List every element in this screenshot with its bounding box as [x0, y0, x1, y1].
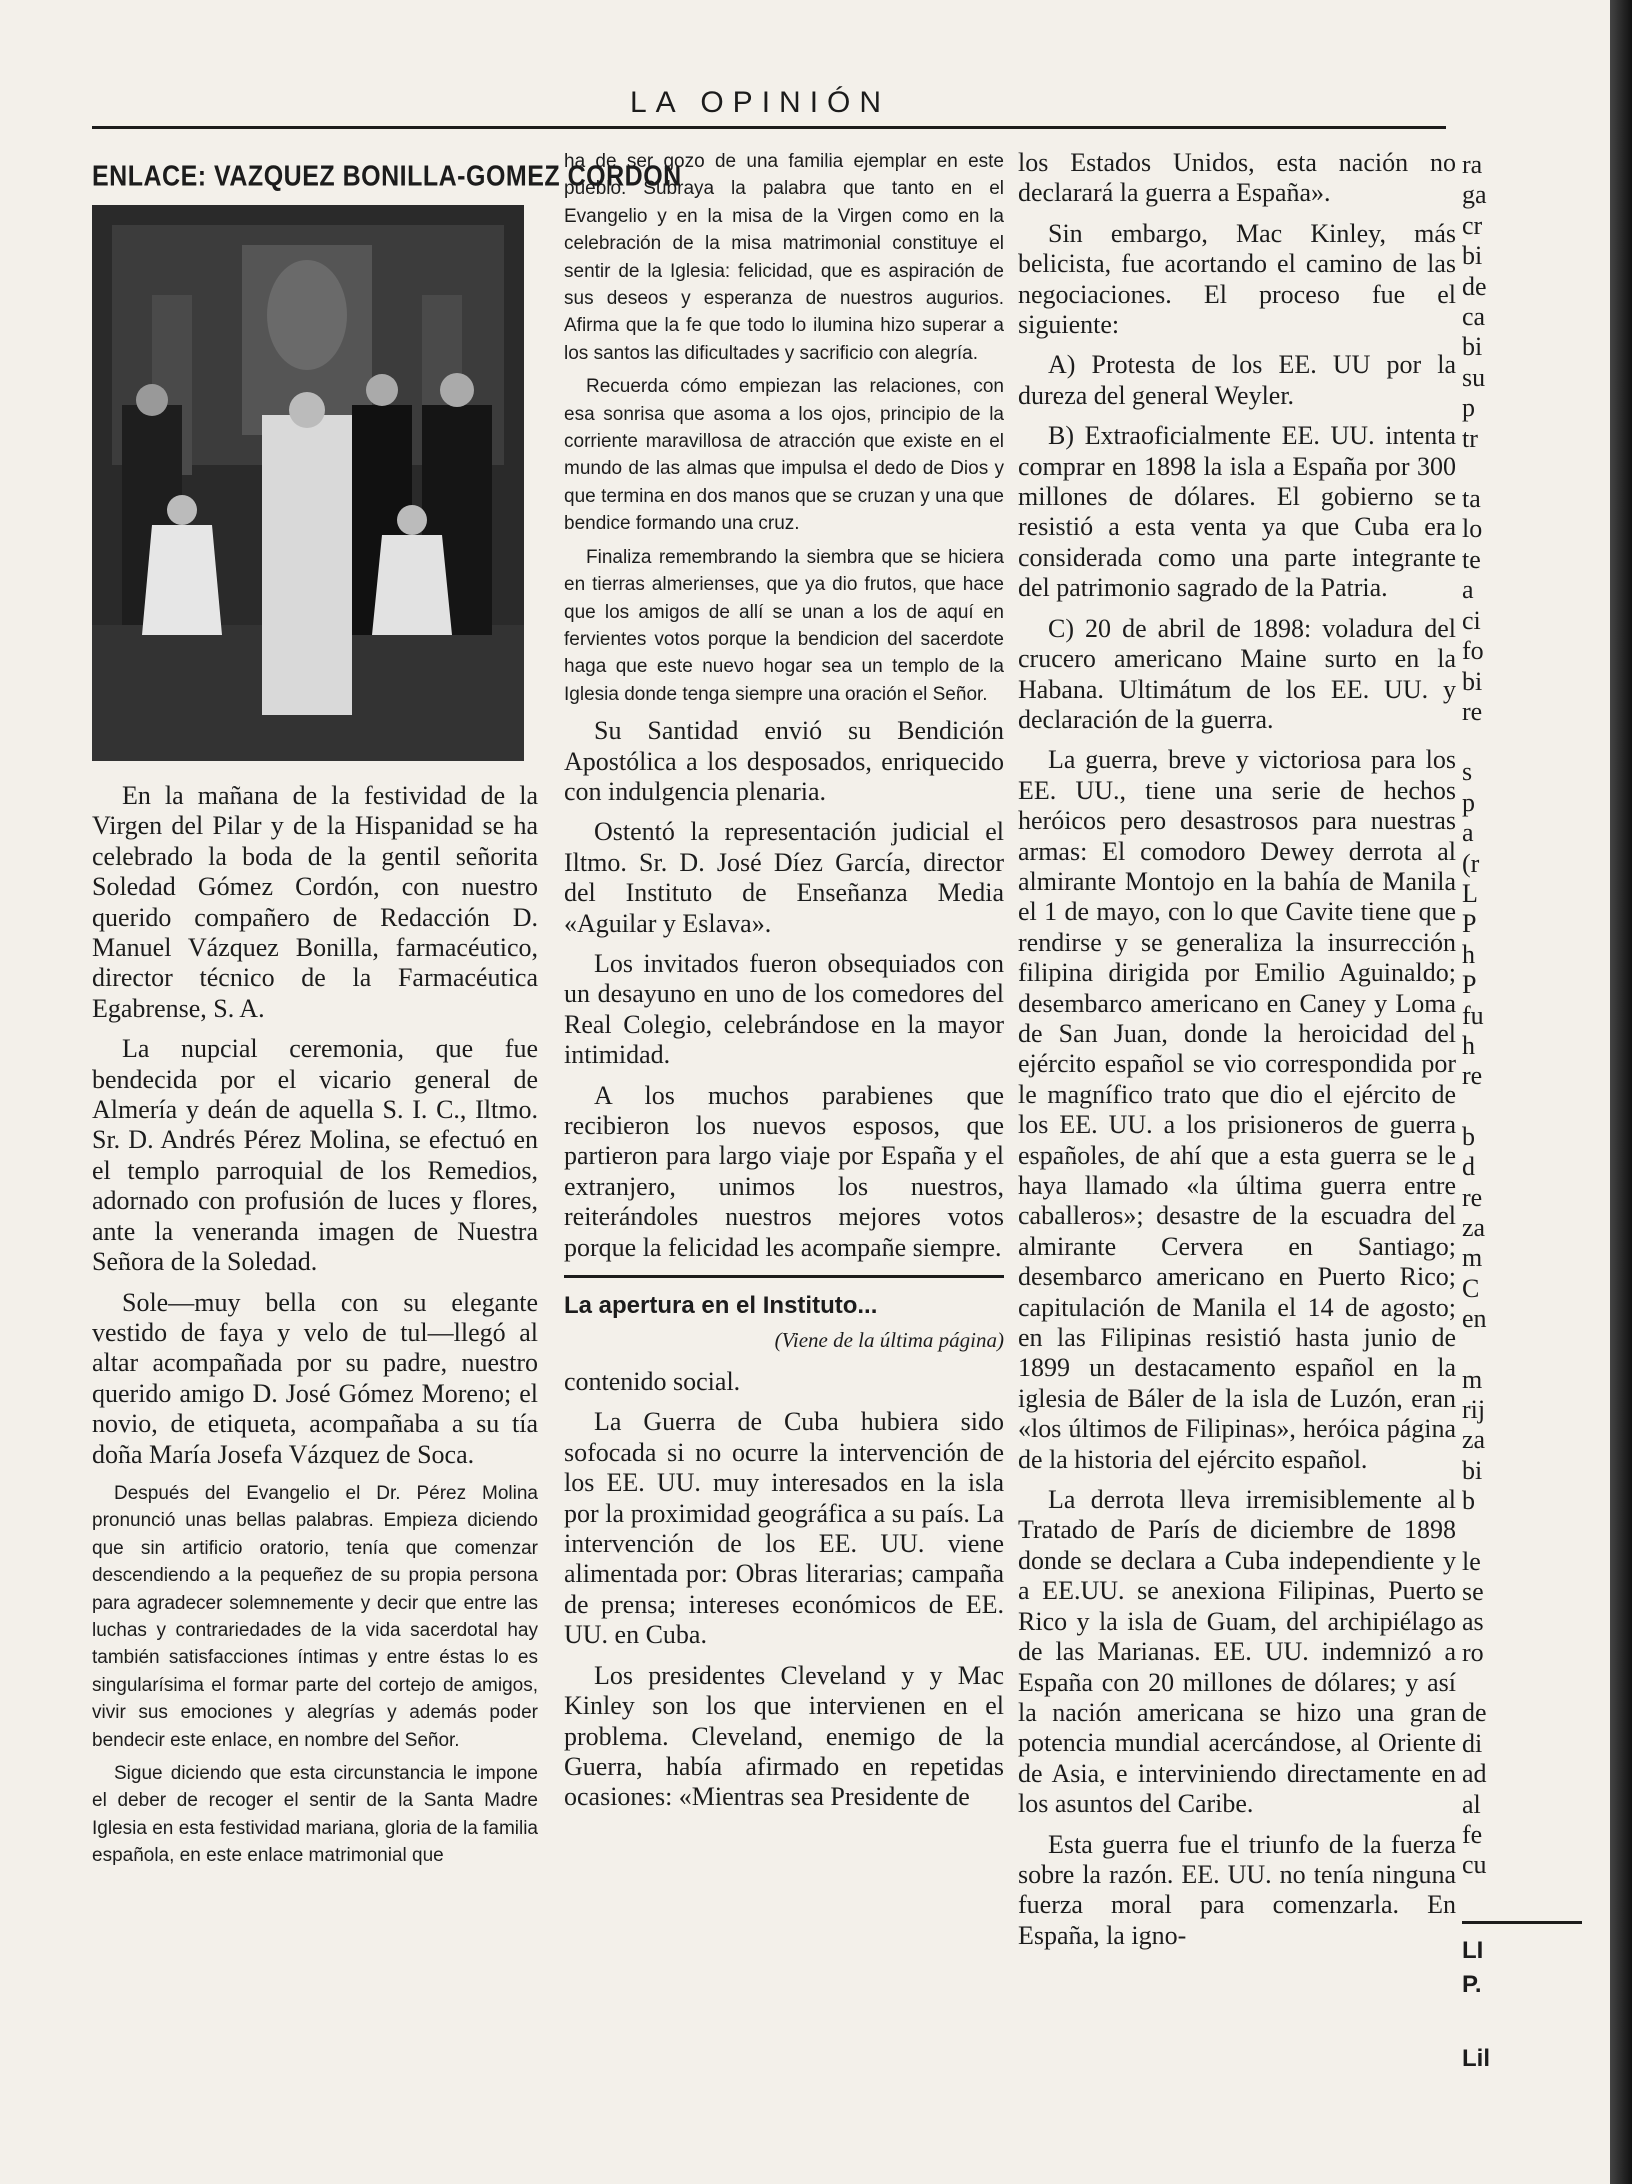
column-4-fragment [1462, 150, 1612, 2076]
section-title: La apertura en el Instituto... [564, 1292, 878, 1320]
edge-text-fragment: de [1462, 1698, 1487, 1728]
edge-fragments [1462, 150, 1612, 2076]
edge-text-fragment: cr [1462, 210, 1483, 240]
edge-text-fragment: as [1462, 1607, 1484, 1637]
masthead-rule [92, 126, 1446, 129]
edge-bold-fragment: P. [1462, 1970, 1482, 1998]
paragraph: En la mañana de la festividad de la Virgen del Pilar y de la Hispanidad se ha celebrado la boda de la gentil señorita Soledad Gómez Cordón, con nuestro querido compañero de Redacción D. Manuel Vázquez Bonilla, farmacéutico, director técnico de la Farmacéutica Egabrense, S. A. [92, 781, 538, 1023]
edge-text-fragment: P [1462, 970, 1477, 1000]
paragraph: Los presidentes Cleveland y y Mac Kinley son los que intervienen en el problema. Cleveland, enemigo de la Guerra, había afirmado en repetidas ocasiones: «Mientras sea Presidente de [564, 1660, 1004, 1812]
edge-text-fragment: de [1462, 271, 1487, 301]
paragraph: Después del Evangelio el Dr. Pérez Molina pronunció unas bellas palabras. Empieza diciendo que sin artificio oratorio, tenía que comenzar descendiendo a la pequeñez de su propia persona para agradecer solemnemente y decir que entre las luchas y contrariedades de la vida sacerdotal hay también satisfacciones íntimas y entre éstas lo es singularísima el formar parte del cortejo de amigos, vivir sus emociones y alegrías y además poder bendecir este enlace, en nombre del Señor. [92, 1482, 538, 1751]
edge-text-fragment: ro [1462, 1637, 1484, 1667]
article-body-large [1018, 148, 1456, 1951]
article-body-large [92, 781, 538, 1470]
paragraph: La guerra, breve y victoriosa para los EE. UU., tiene una serie de hechos heróicos pero desastrosos para nuestras armas: El comodoro Dewey derrota al almirante Montojo en la bahía de Manila el 1 de mayo, con lo que Cavite tiene que rendirse y se generaliza la insurrección filipina dirigida por Emilio Aguinaldo; desembarco americano en Caney y Loma de San Juan, donde la heroicidad del ejército español se vio correspondida por le magnífico trato que dio el ejército de los EE. UU. a los prisioneros de guerra españoles, de ahí que a esta guerra se le haya llamado «la última guerra entre caballeros»; desastre de la escuadra del almirante Cervera en Santiago; desembarco americano en Puerto Rico; capitulación de Manila el 14 de agosto; en las Filipinas resistió hasta junio de 1899 un destacamento español en la iglesia de Báler de la isla de Luzón, eran «los últimos de Filipinas», heróica página de la historia del ejército español. [1018, 745, 1456, 1474]
edge-text-fragment: bi [1462, 332, 1483, 362]
article-body-large [564, 716, 1004, 1263]
edge-text-fragment: ca [1462, 302, 1486, 332]
edge-text-fragment: h [1462, 1030, 1475, 1060]
masthead: LA OPINIÓN [629, 86, 891, 119]
section-rule [564, 1275, 1004, 1278]
paragraph: A) Protesta de los EE. UU por la dureza del general Weyler. [1018, 350, 1456, 410]
edge-text-fragment: C [1462, 1273, 1480, 1303]
edge-text-fragment: te [1462, 544, 1481, 574]
edge-text-fragment: ci [1462, 605, 1481, 635]
edge-text-fragment: za [1462, 1213, 1486, 1242]
paragraph: Su Santidad envió su Bendición Apostólica a los desposados, enriquecido con indulgencia plenaria. [564, 716, 1004, 806]
article-headline: ENLACE: VAZQUEZ BONILLA-GOMEZ CORDON [92, 160, 682, 193]
edge-rule [1462, 1921, 1582, 1924]
edge-text-fragment: P [1462, 909, 1477, 939]
edge-text-fragment: tr [1462, 423, 1478, 453]
paragraph: Sole—muy bella con su elegante vestido de faya y velo de tul—llegó al altar acompañada por su padre, nuestro querido amigo D. José Gómez Moreno; el novio, de etiqueta, acompañaba a su tía doña María Josefa Vázquez de Soca. [92, 1287, 538, 1469]
paragraph: Los invitados fueron obsequiados con un desayuno en uno de los comedores del Real Colegio, celebrándose en la mayor intimidad. [564, 948, 1004, 1070]
column-3 [1018, 148, 1456, 1961]
edge-text-fragment: fe [1462, 1819, 1483, 1849]
paragraph: los Estados Unidos, esta nación no declarará la guerra a España». [1018, 148, 1456, 208]
edge-text-fragment: rij [1462, 1395, 1486, 1425]
edge-text-fragment: b [1462, 1121, 1475, 1151]
edge-text-fragment: fu [1462, 1000, 1484, 1030]
edge-text-fragment: su [1462, 362, 1486, 392]
paragraph: B) Extraoficialmente EE. UU. intenta comprar en 1898 la isla a España por 300 millones de dólares. El gobierno se resistió a esta venta ya que Cuba era considerada como una parte integrante del patrimonio sagrado de la Patria. [1018, 421, 1456, 603]
edge-text-fragment: p [1462, 393, 1475, 423]
paragraph: La nupcial ceremonia, que fue bendecida por el vicario general de Almería y deán de aquella S. I. C., Iltmo. Sr. D. Andrés Pérez Molina, se efectuó en el templo parroquial de los Remedios, adornado con profusión de luces y flores, ante la veneranda imagen de Nuestra Señora de la Soledad. [92, 1034, 538, 1277]
paragraph: Esta guerra fue el triunfo de la fuerza sobre la razón. EE. UU. no tenía ninguna fuerza moral para comenzarla. En España, la igno- [1018, 1829, 1456, 1950]
edge-text-fragment: b [1462, 1486, 1475, 1516]
edge-text-fragment: re [1462, 1182, 1483, 1212]
edge-text-fragment: al [1462, 1789, 1481, 1819]
article-body-small [92, 1480, 538, 1870]
edge-text-fragment: cu [1462, 1850, 1487, 1880]
edge-text-fragment: a [1462, 818, 1474, 848]
edge-text-fragment: di [1462, 1728, 1483, 1758]
paragraph: contenido social. [564, 1367, 741, 1397]
edge-text-fragment: re [1462, 1061, 1483, 1091]
edge-text-fragment: h [1462, 939, 1475, 969]
edge-text-fragment: m [1462, 1364, 1483, 1394]
edge-bold-fragment: Lil [1462, 2044, 1490, 2072]
paragraph: Sin embargo, Mac Kinley, más belicista, fue acortando el camino de las negociaciones. El proceso fue el siguiente: [1018, 218, 1456, 340]
wedding-photo [92, 205, 524, 761]
paragraph: Sigue diciendo que esta circunstancia le impone el deber de recoger el sentir de la Santa Madre Iglesia en esta festividad mariana, gloria de la familia española, en este enlace matrimonial que [92, 1763, 538, 1867]
edge-text-fragment: bi [1462, 1455, 1483, 1485]
edge-text-fragment: L [1462, 878, 1478, 908]
edge-text-fragment: se [1462, 1577, 1484, 1607]
edge-text-fragment: m [1462, 1243, 1483, 1273]
edge-text-fragment: bi [1462, 666, 1483, 696]
edge-text-fragment: za [1462, 1425, 1486, 1455]
paragraph: A los muchos parabienes que recibieron los nuevos esposos, que partieron para largo viaje por España y el extranjero, unimos los nuestros, reiterándoles nuestros mejores votos porque la felicidad les acompañe siempre. [564, 1080, 1004, 1262]
edge-text-fragment: le [1462, 1546, 1481, 1576]
article-body-large [564, 1367, 1004, 1813]
paragraph: C) 20 de abril de 1898: voladura del crucero americano Maine surto en la Habana. Ultimátum de los EE. UU. y declaración de la guerra. [1018, 613, 1456, 734]
paragraph: La derrota lleva irremisiblemente al Tratado de París de diciembre de 1898 donde se declara a Cuba independiente y a EE.UU. se anexiona Filipinas, Puerto Rico y la isla de Guam, del archipiélago de las Marianas. EE. UU. indemnizó a España con 20 millones de dólares; y así la nación americana se hizo una gran potencia mundial acercándose, al Oriente de Asia, e interviniendo directamente en los asuntos del Caribe. [1018, 1485, 1456, 1819]
paragraph: Ostentó la representación judicial el Iltmo. Sr. D. José Díez García, director del Instituto de Enseñanza Media «Aguilar y Eslava». [564, 817, 1004, 938]
edge-text-fragment: (r [1462, 848, 1480, 878]
paragraph: La Guerra de Cuba hubiera sido sofocada si no ocurre la intervención de los EE. UU. muy interesados en la isla por la proximidad geográfica a su país. La intervención de los EE. UU. viene alimentada por: Obras literarias; campaña de prensa; intereses económicos de EE. UU. en Cuba. [564, 1407, 1004, 1650]
edge-bold-fragment: LI [1462, 1936, 1484, 1964]
edge-text-fragment: a [1462, 575, 1474, 605]
article-body-small [564, 148, 1004, 708]
edge-text-fragment: ra [1462, 150, 1483, 179]
edge-text-fragment: d [1462, 1152, 1475, 1182]
page-edge-shadow [1610, 0, 1632, 2184]
continued-note: (Viene de la última página) [774, 1328, 1004, 1353]
edge-text-fragment: re [1462, 696, 1483, 726]
edge-text-fragment: s [1462, 757, 1473, 787]
edge-text-fragment: bi [1462, 241, 1483, 271]
paragraph: ha de ser gozo de una familia ejemplar en este pueblo. Subraya la palabra que tanto en el Evangelio y en la misa de la Virgen como en la celebración de la misa matrimonial constituye el sentir de la Iglesia: felicidad, que es aspiración de sus deseos y esperanza de nuestros augurios. Afirma que la fe que todo lo ilumina hizo superar a los santos las dificultades y sacrificio con alegría. [564, 151, 1004, 364]
edge-text-fragment: ad [1462, 1759, 1487, 1789]
edge-text-fragment: en [1462, 1304, 1487, 1334]
edge-text-fragment: ta [1462, 484, 1481, 514]
edge-text-fragment: lo [1462, 514, 1483, 544]
paragraph: Finaliza remembrando la siembra que se hiciera en tierras almerienses, que ya dio frutos, que hace que los amigos de allí se unan a los de aquí en fervientes votos porque la bendicion del sacerdote haga que este nuevo hogar sea un templo de la Iglesia donde tenga siempre una oración el Señor. [564, 546, 1004, 705]
edge-text-fragment: ga [1462, 180, 1487, 210]
paragraph: Recuerda cómo empiezan las relaciones, con esa sonrisa que asoma a los ojos, principio de la corriente maravillosa de atracción que existe en el mundo de las almas que impulsa el dedo de Dios y que termina en dos manos que se cruzan y una que bendice formando una cruz. [564, 376, 1004, 535]
edge-text-fragment: fo [1462, 636, 1484, 666]
edge-text-fragment: p [1462, 787, 1475, 817]
column-2 [564, 148, 1004, 1823]
